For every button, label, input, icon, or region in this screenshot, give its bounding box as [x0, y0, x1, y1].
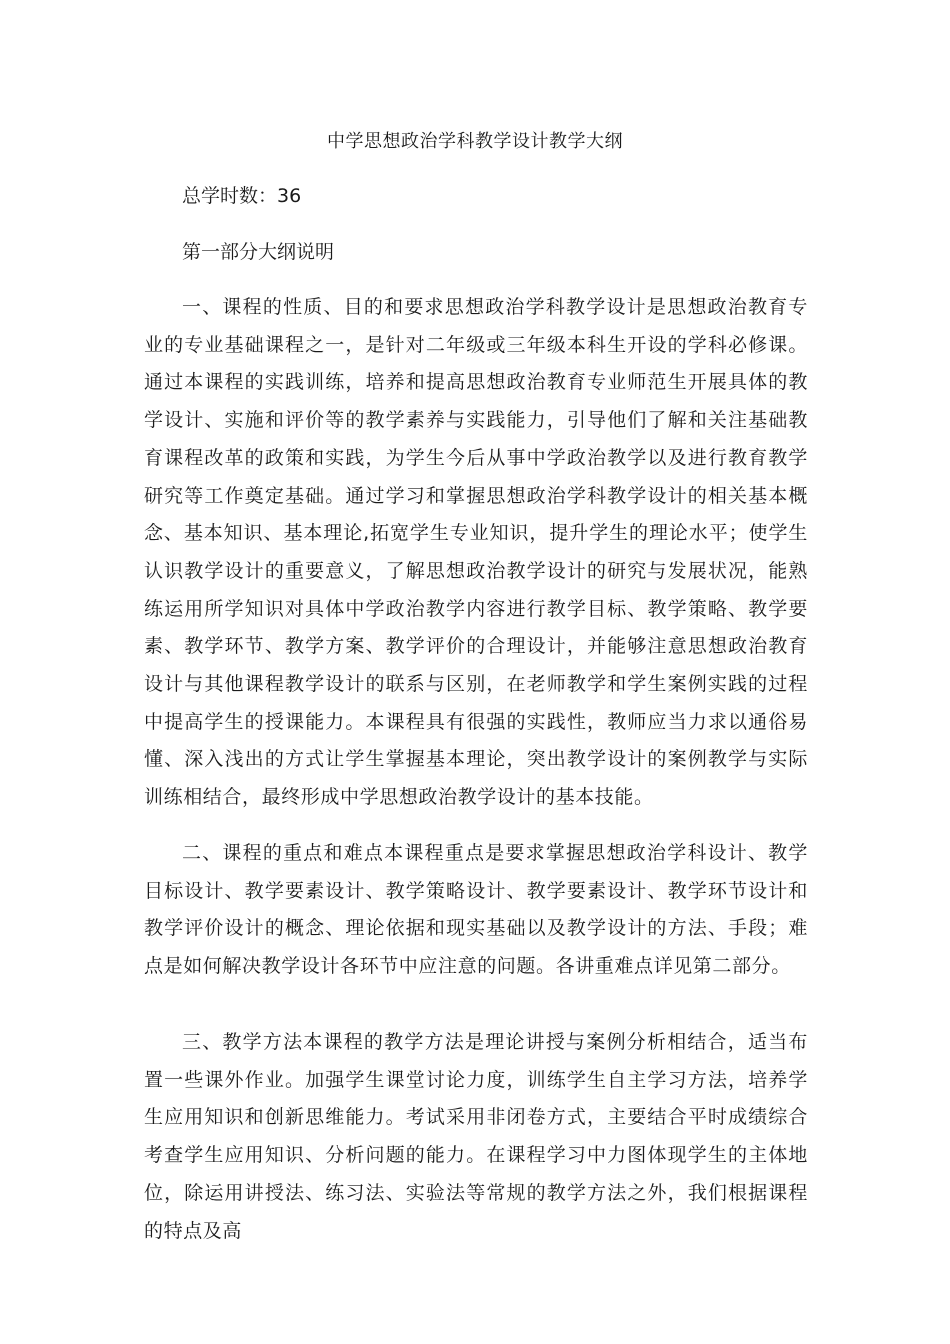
part-heading: 第一部分大纲说明 [182, 241, 335, 263]
paragraph-key-points: 二、课程的重点和难点本课程重点是要求掌握思想政治学科设计、教学目标设计、教学要素设计、教学策略设计、教学要素设计、教学环节设计和教学评价设计的概念、理论依据和现实基础以及教学设计的方法、手段；难点是如何解决教学设计各环节中应注意的问题。各讲重难点详见第二部分。 [144, 842, 808, 978]
paragraph-course-nature: 一、课程的性质、目的和要求思想政治学科教学设计是思想政治教育专业的专业基础课程之一，是针对二年级或三年级本科生开设的学科必修课。通过本课程的实践训练，培养和提高思想政治教育专业师范生开展具体的教学设计、实施和评价等的教学素养与实践能力，引导他们了解和关注基础教育课程改革的政策和实践，为学生今后从事中学政治教学以及进行教育教学研究等工作奠定基础。通过学习和掌握思想政治学科教学设计的相关基本概念、基本知识、基本理论,拓宽学生专业知识，提升学生的理论水平；使学生认识教学设计的重要意义，了解思想政治教学设计的研究与发展状况，能熟练运用所学知识对具体中学政治教学内容进行教学目标、教学策略、教学要素、教学环节、教学方案、教学评价的合理设计，并能够注意思想政治教育设计与其他课程教学设计的联系与区别，在老师教学和学生案例实践的过程中提高学生的授课能力。本课程具有很强的实践性，教师应当力求以通俗易懂、深入浅出的方式让学生掌握基本理论，突出教学设计的案例教学与实际训练相结合，最终形成中学思想政治教学设计的基本技能。 [144, 296, 808, 809]
document-title: 中学思想政治学科教学设计教学大纲 [327, 131, 623, 152]
paragraph-teaching-methods: 三、教学方法本课程的教学方法是理论讲授与案例分析相结合，适当布置一些课外作业。加强学生课堂讨论力度，训练学生自主学习方法，培养学生应用知识和创新思维能力。考试采用非闭卷方式，主要结合平时成绩综合考查学生应用知识、分析问题的能力。在课程学习中力图体现学生的主体地位，除运用讲授法、练习法、实验法等常规的教学方法之外，我们根据课程的特点及高 [144, 1031, 808, 1242]
total-hours: 总学时数：36 [182, 185, 302, 207]
